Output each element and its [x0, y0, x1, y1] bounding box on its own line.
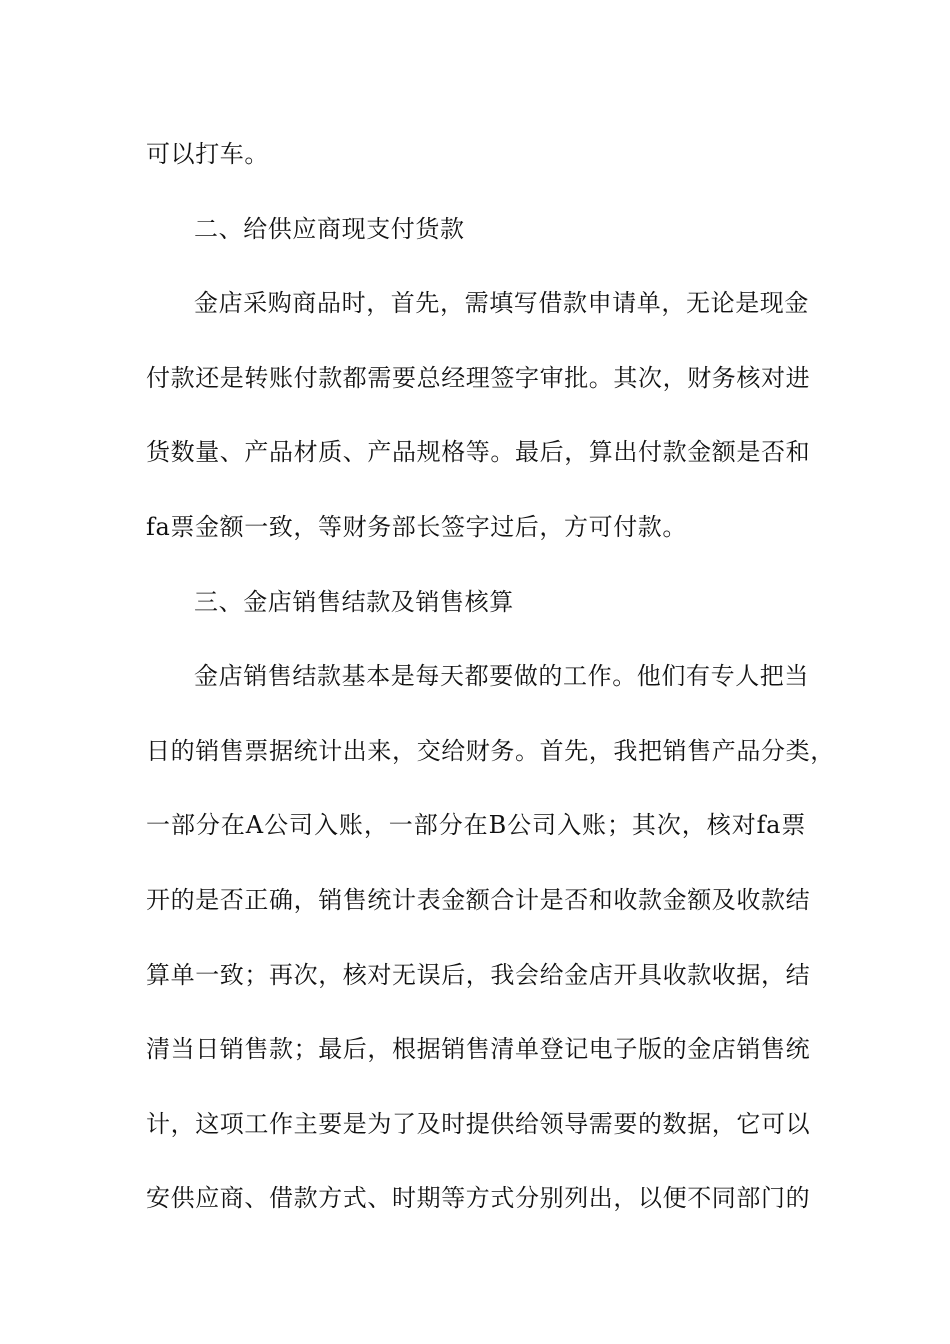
paragraph-line: 开的是否正确，销售统计表金额合计是否和收款金额及收款结 [146, 885, 811, 914]
document-body [146, 127, 835, 1246]
paragraph-line: 计，这项工作主要是为了及时提供给领导需要的数据，它可以 [146, 1109, 811, 1138]
paragraph-line: 金店销售结款基本是每天都要做的工作。他们有专人把当 [194, 662, 809, 691]
paragraph-line: 安供应商、借款方式、时期等方式分别列出，以便不同部门的 [146, 1184, 811, 1213]
section-heading: 二、给供应商现支付货款 [194, 214, 465, 243]
paragraph-line: 日的销售票据统计出来，交给财务。首先，我把销售产品分类， [146, 736, 835, 765]
paragraph-line: 可以打车。 [146, 140, 269, 168]
section-heading: 三、金店销售结款及销售核算 [194, 587, 514, 616]
paragraph-line: fa票金额一致，等财务部长签字过后，方可付款。 [146, 512, 687, 541]
paragraph-line: 金店采购商品时，首先，需填写借款申请单，无论是现金 [194, 289, 809, 318]
paragraph-line: 一部分在A公司入账，一部分在B公司入账；其次，核对fa票 [146, 811, 806, 840]
paragraph-line: 付款还是转账付款都需要总经理签字审批。其次，财务核对进 [146, 363, 811, 392]
paragraph-line: 货数量、产品材质、产品规格等。最后，算出付款金额是否和 [146, 438, 811, 467]
paragraph-line: 算单一致；再次，核对无误后，我会给金店开具收款收据，结 [146, 960, 811, 989]
paragraph-line: 清当日销售款；最后，根据销售清单登记电子版的金店销售统 [146, 1035, 811, 1064]
